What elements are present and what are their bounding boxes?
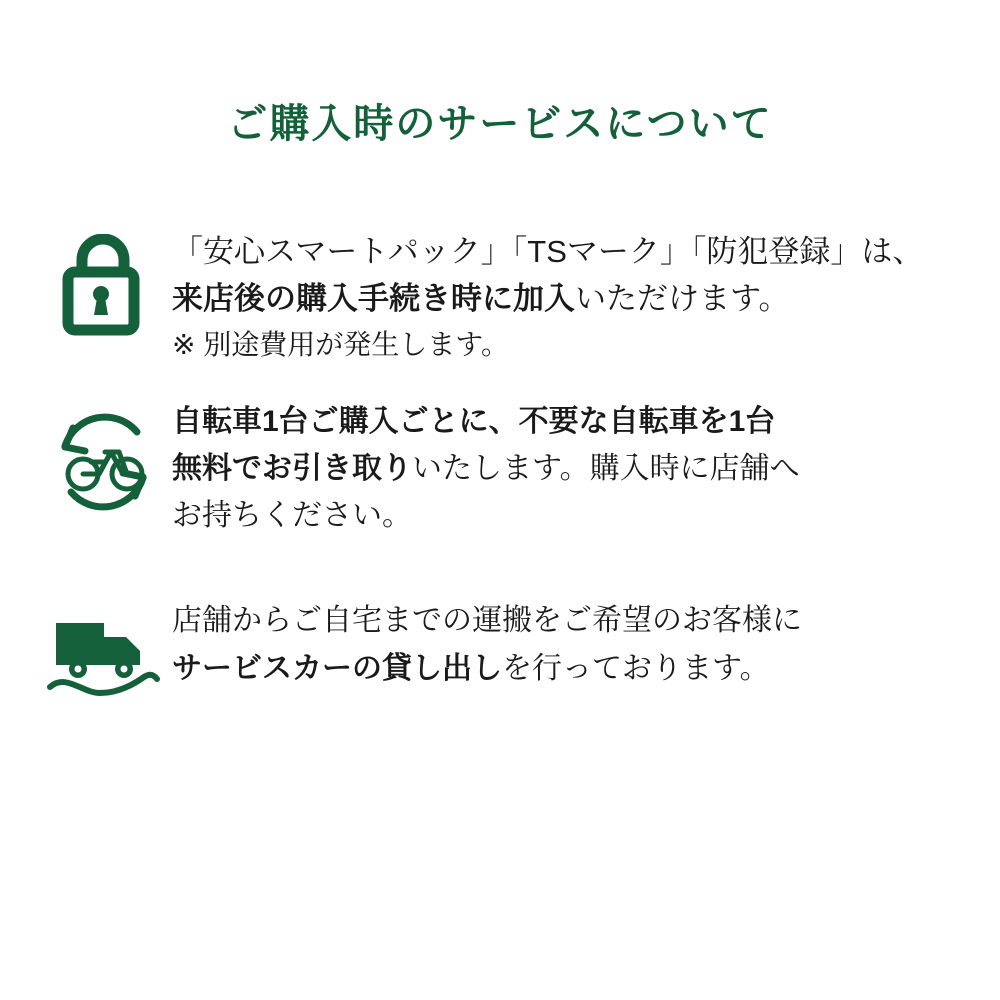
icon-cell xyxy=(40,228,168,342)
icon-cell xyxy=(40,398,168,522)
service-line-tail: いたします。購入時に店舗へ xyxy=(412,452,800,485)
service-line xyxy=(172,275,960,322)
service-item-purchase-options xyxy=(0,228,1000,368)
service-line-bold: 来店後の購入手続き時に加入 xyxy=(172,281,575,316)
service-item-service-car xyxy=(0,597,1000,707)
service-text xyxy=(168,597,960,693)
service-list xyxy=(0,228,1000,707)
service-line: お持ちください。 xyxy=(172,499,412,532)
bicycle-recycle-icon xyxy=(45,402,163,522)
service-item-trade-in xyxy=(0,398,1000,539)
open-padlock-icon xyxy=(56,234,152,342)
page-title: ご購入時のサービスについて xyxy=(227,102,773,146)
service-line-tail: を行っております。 xyxy=(502,652,770,685)
service-note: ※ 別途費用が発生します。 xyxy=(172,329,510,360)
service-line xyxy=(172,445,960,492)
service-line-bold: 無料でお引き取り xyxy=(172,452,412,485)
service-line-tail: いただけます。 xyxy=(575,281,790,316)
icon-cell xyxy=(40,597,168,707)
service-line xyxy=(172,645,960,693)
service-line: 店舗からご自宅までの運搬をご希望のお客様に xyxy=(172,604,802,637)
service-line-bold: サービスカーの貸し出し xyxy=(172,652,502,685)
service-text xyxy=(168,398,960,539)
service-line: 自転車1台ご購入ごとに、不要な自転車を1台 xyxy=(172,405,776,438)
service-text xyxy=(168,228,960,368)
service-line: 「安心スマートパック」「TSマーク」「防犯登録」は、 xyxy=(172,234,924,269)
delivery-truck-on-hand-icon xyxy=(44,607,164,707)
